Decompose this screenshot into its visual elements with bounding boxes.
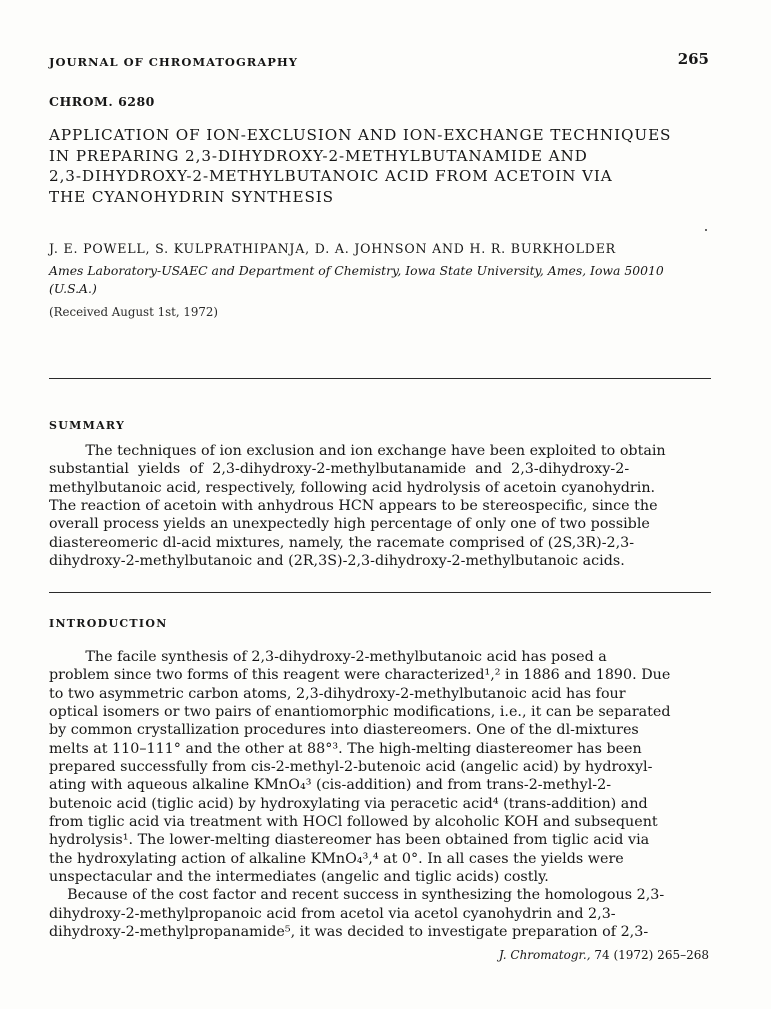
citation-details: 74 (1972) 265–268 <box>590 948 709 962</box>
section-divider <box>49 378 711 379</box>
summary-paragraph: The techniques of ion exclusion and ion exchange have been exploited to obtain substantial yields of 2,3-dihydroxy-2-methylbutanamide and 2,3-dihydroxy-2- methylbutanoic acid, respectively, following acid hydrolysis of acetoin cyanohydrin. The reaction of acetoin with anhydrous HCN appears to be stereospecific, since the overall process yields an unexpectedly high percentage of only one of two possible diastereomeric dl-acid mixtures, namely, the racemate comprised of (2S,3R)-2,3- dihydroxy-2-methylbutanoic and (2R,3S)-2,3-dihydroxy-2-methylbutanoic acids. <box>49 443 666 570</box>
citation-journal: J. Chromatogr., <box>498 948 591 962</box>
chrom-identifier: CHROM. 6280 <box>49 94 155 109</box>
received-date: (Received August 1st, 1972) <box>49 305 219 319</box>
author-list: J. E. POWELL, S. KULPRATHIPANJA, D. A. JOHNSON AND H. R. BURKHOLDER <box>49 241 616 256</box>
journal-name: JOURNAL OF CHROMATOGRAPHY <box>49 55 298 69</box>
page-number: 265 <box>677 50 709 68</box>
scan-speck <box>705 229 707 231</box>
article-title: APPLICATION OF ION-EXCLUSION AND ION-EXCHANGE TECHNIQUES IN PREPARING 2,3-DIHYDROXY-2-METHYLBUTANAMIDE AND 2,3-DIHYDROXY-2-METHYLBUTANOIC ACID FROM ACETOIN VIA THE CYANOHYDRIN SYNTHESIS <box>49 126 672 206</box>
summary-heading: SUMMARY <box>49 419 126 432</box>
section-divider <box>49 592 711 593</box>
author-affiliation: Ames Laboratory-USAEC and Department of Chemistry, Iowa State University, Ames, Iowa 50010 (U.S.A.) <box>49 263 664 296</box>
citation-footer <box>499 948 709 962</box>
introduction-heading: INTRODUCTION <box>49 617 168 630</box>
introduction-paragraph: The facile synthesis of 2,3-dihydroxy-2-methylbutanoic acid has posed a problem since two forms of this reagent were characterized¹,² in 1886 and 1890. Due to two asymmetric carbon atoms, 2,3-dihydroxy-2-methylbutanoic acid has four optical isomers or two pairs of enantiomorphic modifications, i.e., it can be separated by common crystallization procedures into diastereomers. One of the dl-mixtures melts at 110–111° and the other at 88°³. The high-melting diastereomer has been prepared successfully from cis-2-methyl-2-butenoic acid (angelic acid) by hydroxyl- ating with aqueous alkaline KMnO₄³ (cis-addition) and from trans-2-methyl-2- butenoic acid (tiglic acid) by hydroxylating via peracetic acid⁴ (trans-addition) and from tiglic acid via treatment with HOCl followed by alcoholic KOH and subsequent hydrolysis¹. The lower-melting diastereomer has been obtained from tiglic acid via the hydroxylating action of alkaline KMnO₄³,⁴ at 0°. In all cases the yields were unspectacular and the intermediates (angelic and tiglic acids) costly. Because of the cost factor and recent success in synthesizing the homologous 2,3- dihydroxy-2-methylpropanoic acid from acetol via acetol cyanohydrin and 2,3- dihydroxy-2-methylpropanamide⁵, it was decided to investigate preparation of 2,3- <box>49 649 671 941</box>
